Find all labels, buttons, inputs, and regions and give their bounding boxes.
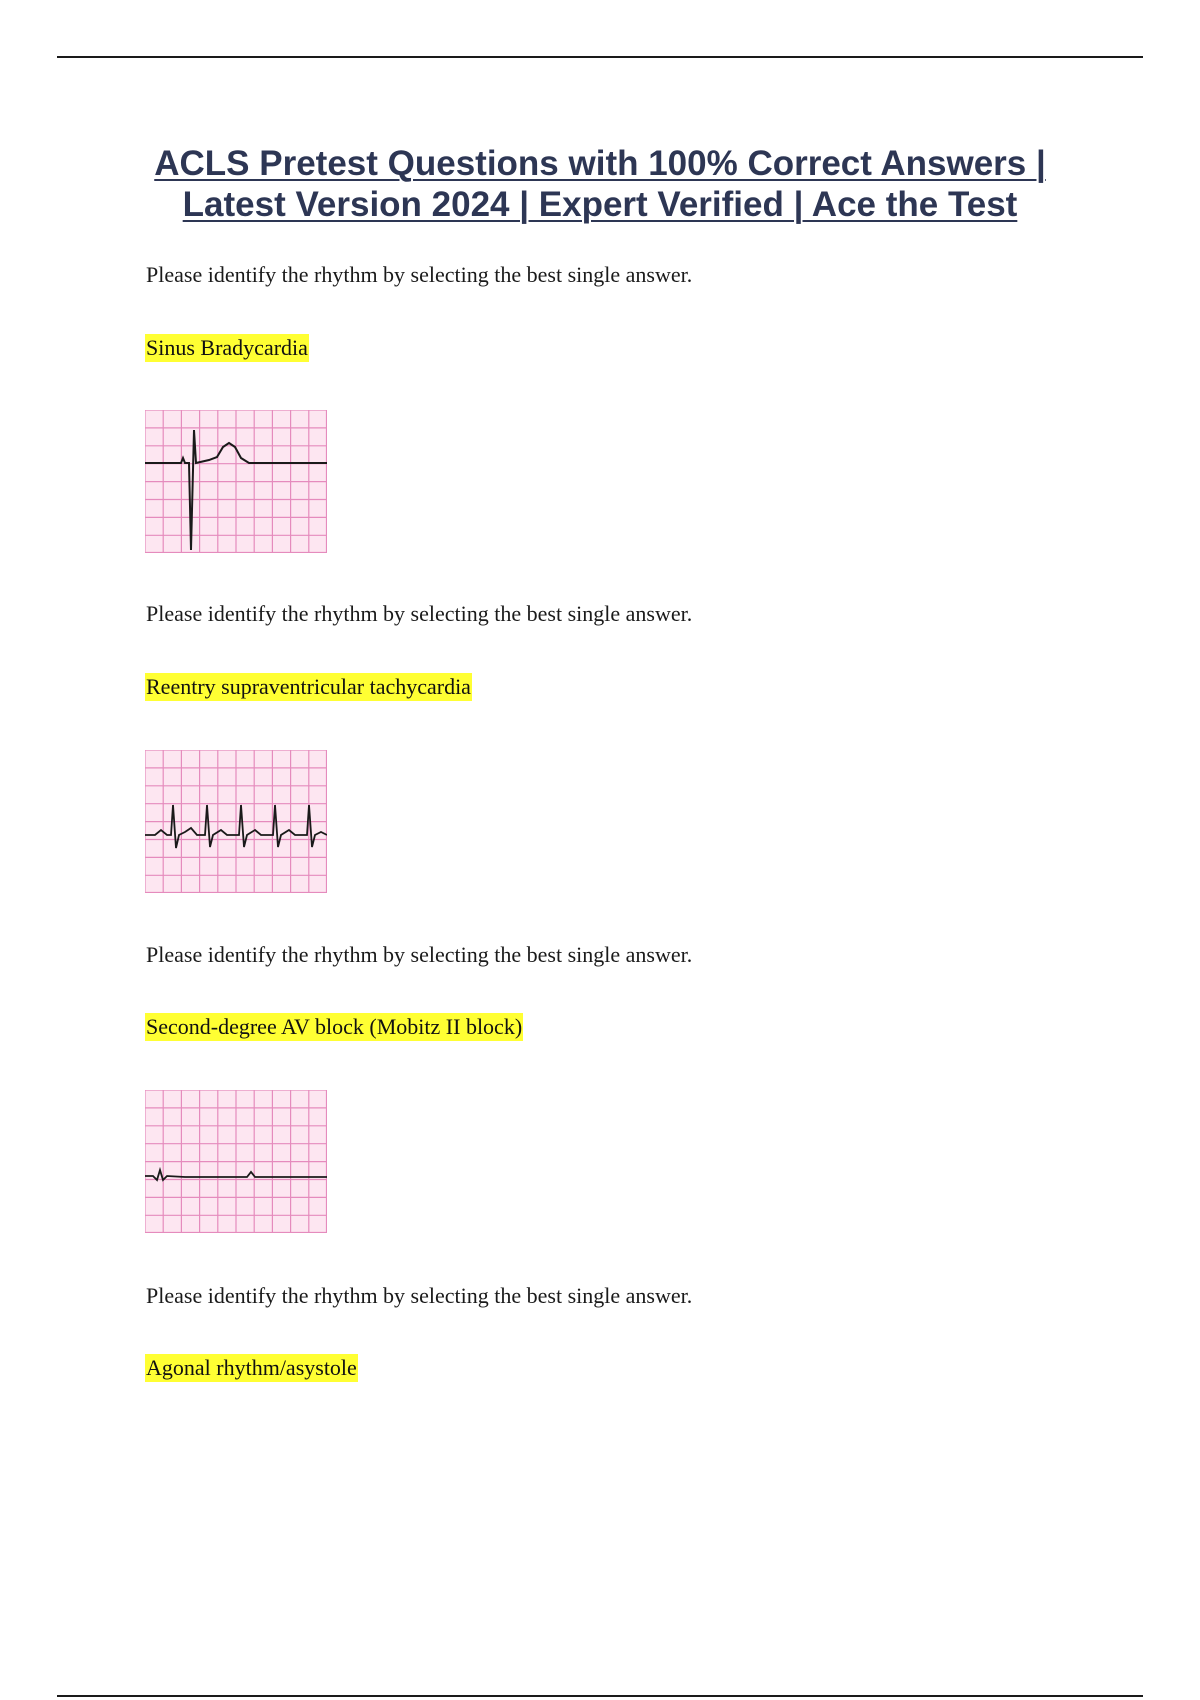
question-2-answer: Reentry supraventricular tachycardia xyxy=(146,674,471,699)
question-3-answer: Second-degree AV block (Mobitz II block) xyxy=(146,1014,523,1039)
header-rule xyxy=(57,56,1143,58)
ecg-strip-2 xyxy=(145,750,327,893)
question-3-prompt: Please identify the rhythm by selecting the best single answer. xyxy=(146,942,693,967)
footer-rule xyxy=(57,1695,1143,1697)
question-1-prompt: Please identify the rhythm by selecting the best single answer. xyxy=(146,262,693,287)
question-2-prompt: Please identify the rhythm by selecting the best single answer. xyxy=(146,601,693,626)
question-1-answer: Sinus Bradycardia xyxy=(146,335,308,360)
document-title: ACLS Pretest Questions with 100% Correct Answers | Latest Version 2024 | Expert Verified | Ace the Test xyxy=(154,144,1046,224)
ecg-strip-1 xyxy=(145,410,327,553)
question-4-answer: Agonal rhythm/asystole xyxy=(146,1355,357,1380)
ecg-strip-3 xyxy=(145,1090,327,1233)
question-4-prompt: Please identify the rhythm by selecting the best single answer. xyxy=(146,1283,693,1308)
